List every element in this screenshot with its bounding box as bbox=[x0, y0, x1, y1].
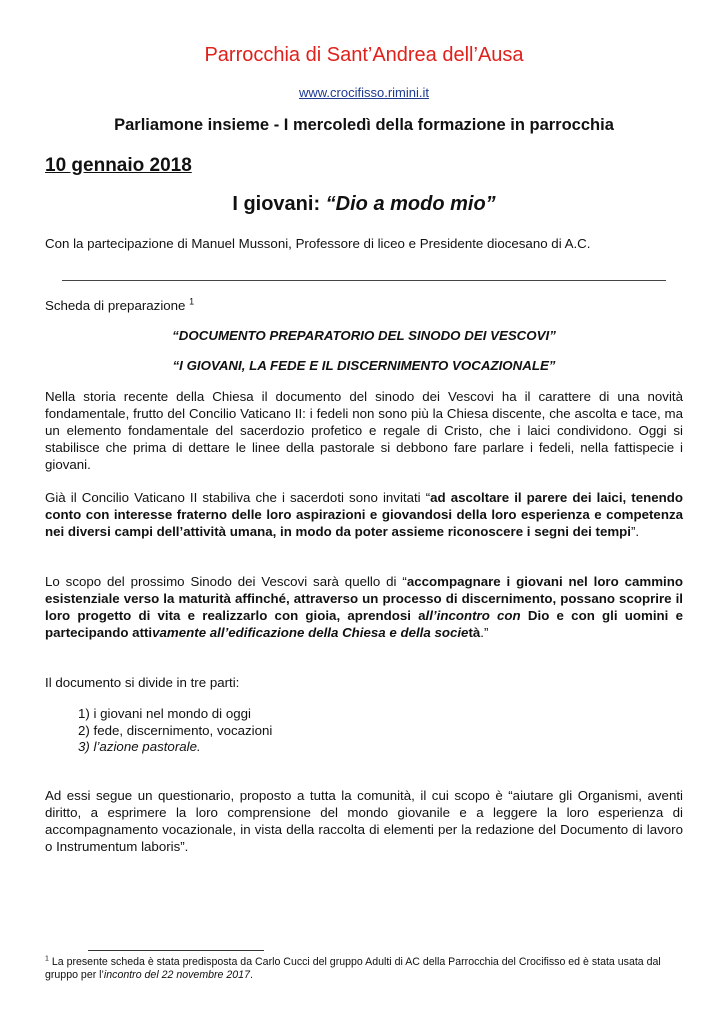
website-link-row bbox=[0, 84, 728, 102]
event-date: 10 gennaio 2018 bbox=[45, 155, 192, 176]
divider bbox=[62, 280, 666, 281]
footnote-divider bbox=[88, 950, 264, 951]
document-title-2: “I GIOVANI, LA FEDE E IL DISCERNIMENTO VOCAZIONALE” bbox=[172, 358, 556, 373]
topic-heading bbox=[0, 193, 728, 216]
p3-italic-2: vamente all’edificazione della Chiesa e della socie bbox=[152, 625, 469, 641]
paragraph-2 bbox=[45, 489, 683, 540]
p2-end: ”. bbox=[631, 524, 640, 540]
list-item: 2) fede, discernimento, vocazioni bbox=[78, 722, 273, 738]
footnote-italic: incontro del 22 novembre 2017 bbox=[103, 969, 250, 982]
speaker-line: Con la partecipazione di Manuel Mussoni, Professore di liceo e Presidente diocesano di A.C. bbox=[45, 236, 591, 251]
paragraph-1: Nella storia recente della Chiesa il documento del sinodo dei Vescovi ha il carattere di una novità fondamentale, frutto del Concilio Vaticano II: i fedeli non sono più la Chiesa discente, che ascolta e tace, ma un elemento fondamentale del sacerdozio profetico e regale di Cristo, che i laici condividono. Oggi si stabilisce che prima di dettare le linee della pastorale si debbono fare parlare i fedeli, nella fattispecie i giovani. bbox=[45, 389, 683, 473]
p3-quote-3: tà bbox=[468, 625, 481, 641]
p3-intro: Lo scopo del prossimo Sinodo dei Vescovi sarà quello di “ bbox=[45, 574, 407, 589]
p3-quote: accompagnare i giovani nel loro cammino esistenziale verso la maturità affinché, attraverso un processo di discernimento, possano scoprire il loro progetto di vita e realizzarlo con gioia, aprendosi a bbox=[45, 574, 683, 624]
p3-quote-2: Dio e con gli uomini e partecipando atti bbox=[45, 608, 683, 641]
series-heading: Parliamone insieme - I mercoledì della formazione in parrocchia bbox=[114, 116, 614, 134]
scheda-text: Scheda di preparazione bbox=[45, 298, 190, 313]
footnote-text: La presente scheda è stata predisposta da Carlo Cucci del gruppo Adulti di AC della Parrocchia del Crocifisso ed è stata usata dal gruppo per l’ bbox=[45, 956, 661, 982]
footnote-mark: 1 bbox=[45, 955, 49, 963]
topic-quote: “Dio a modo mio” bbox=[325, 193, 496, 215]
scheda-label bbox=[45, 298, 194, 313]
list-item: 1) i giovani nel mondo di oggi bbox=[78, 706, 251, 721]
p3-italic-1: ll’incontro con bbox=[425, 608, 528, 624]
p3-end: .” bbox=[480, 625, 489, 641]
paragraph-5: Ad essi segue un questionario, proposto a tutta la comunità, il cui scopo è “aiutare gli Organismi, aventi diritto, a esprimere la loro comprensione del mondo giovanile e a leggere la loro esperienza di accompagnamento vocazionale, in vista della raccolta di elementi per la redazione del Documento di lavoro o Instrumentum laboris”. bbox=[45, 788, 683, 855]
topic-prefix: I giovani: bbox=[232, 193, 326, 215]
list-item: 3) l’azione pastorale. bbox=[78, 739, 201, 754]
parts-list bbox=[78, 706, 272, 756]
website-link[interactable]: www.crocifisso.rimini.it bbox=[298, 85, 429, 100]
footnote-ref[interactable]: 1 bbox=[189, 296, 195, 307]
p2-intro: Già il Concilio Vaticano II stabiliva che i sacerdoti sono invitati “ bbox=[45, 490, 431, 505]
footnote-end: . bbox=[249, 969, 253, 982]
paragraph-4: Il documento si divide in tre parti: bbox=[45, 675, 240, 690]
parish-title: Parrocchia di Sant’Andrea dell’Ausa bbox=[204, 44, 524, 66]
footnote bbox=[45, 956, 690, 983]
p2-quote: ad ascoltare il parere dei laici, tenendo conto con interesse fraterno delle loro aspirazioni e giovandosi della loro esperienza e competenza nei diversi campi dell’attività umana, in modo da poter assieme riconoscere i segni dei tempi bbox=[45, 490, 683, 540]
document-title-1: “DOCUMENTO PREPARATORIO DEL SINODO DEI VESCOVI” bbox=[172, 328, 556, 343]
paragraph-3 bbox=[45, 573, 683, 641]
